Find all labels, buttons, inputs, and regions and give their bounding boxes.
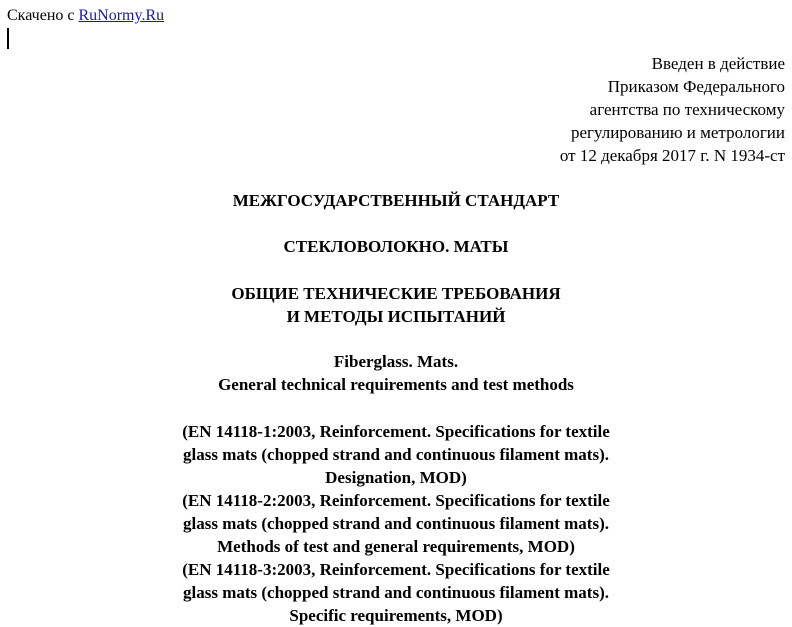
reference-line: glass mats (chopped strand and continuous filament mats). bbox=[183, 514, 609, 533]
approval-block bbox=[560, 52, 785, 167]
standard-subtitle-heading bbox=[0, 282, 792, 328]
reference-line: glass mats (chopped strand and continuous filament mats). bbox=[183, 445, 609, 464]
english-title-block bbox=[0, 350, 792, 396]
approval-line: регулированию и метрологии bbox=[570, 123, 785, 142]
source-line bbox=[7, 6, 164, 26]
standard-title-heading bbox=[0, 235, 792, 258]
standard-subtitle-line: ОБЩИЕ ТЕХНИЧЕСКИЕ ТРЕБОВАНИЯ bbox=[231, 284, 561, 303]
reference-line: (EN 14118-3:2003, Reinforcement. Specifications for textile bbox=[182, 560, 610, 579]
standard-kind-heading bbox=[0, 189, 792, 212]
approval-line: агентства по техническому bbox=[589, 100, 785, 119]
approval-line: от 12 декабря 2017 г. N 1934-ст bbox=[559, 146, 785, 165]
reference-line: Methods of test and general requirements, MOD) bbox=[217, 537, 575, 556]
standard-kind-text: МЕЖГОСУДАРСТВЕННЫЙ СТАНДАРТ bbox=[232, 191, 560, 210]
standard-title-text: СТЕКЛОВОЛОКНО. МАТЫ bbox=[283, 237, 509, 256]
source-prefix: Скачено с bbox=[7, 7, 79, 24]
reference-line: (EN 14118-2:2003, Reinforcement. Specifications for textile bbox=[182, 491, 610, 510]
approval-line: Введен в действие bbox=[651, 54, 785, 73]
reference-line: glass mats (chopped strand and continuous filament mats). bbox=[183, 583, 609, 602]
references-block bbox=[0, 420, 792, 627]
reference-line: Designation, MOD) bbox=[325, 468, 467, 487]
runormy-link[interactable]: RuNormy.Ru bbox=[78, 7, 165, 24]
english-title-line: Fiberglass. Mats. bbox=[333, 352, 459, 371]
reference-line: Specific requirements, MOD) bbox=[289, 606, 503, 625]
standard-subtitle-line: И МЕТОДЫ ИСПЫТАНИЙ bbox=[286, 307, 506, 326]
english-title-line: General technical requirements and test methods bbox=[218, 375, 574, 394]
reference-line: (EN 14118-1:2003, Reinforcement. Specifications for textile bbox=[182, 422, 610, 441]
approval-line: Приказом Федерального bbox=[607, 77, 785, 96]
text-cursor bbox=[7, 28, 9, 49]
